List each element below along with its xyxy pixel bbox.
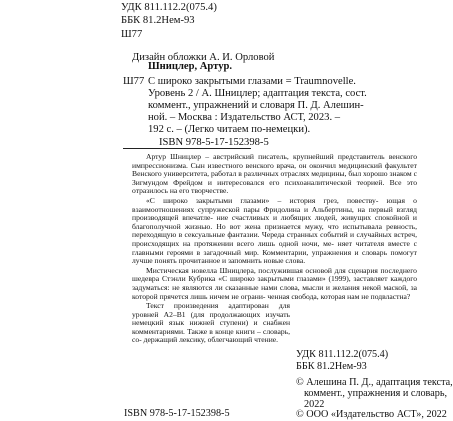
udk-code: УДК 811.112.2(075.4): [121, 2, 217, 13]
annotation-paragraph: [132, 197, 417, 266]
annotation-line: ние счастливых и любящих людей, живущих спокойной и: [216, 213, 417, 223]
copyright-line: 2022: [304, 399, 325, 410]
annotation-paragraph: [132, 302, 290, 345]
copyright-line: © ООО «Издательство АСТ», 2022: [296, 409, 447, 420]
annotation-line: фантазии. Череда странных событий и случайных встреч,: [227, 230, 417, 240]
annotation-line: закрытыми глазами» (1999), заставляет каждого задуматься:: [132, 274, 417, 292]
annotation-line: ченная свобода, которая нам не подвластна?: [267, 291, 411, 301]
annotation-line: испытывала ревность, переходящую в сексуальные: [132, 221, 418, 240]
copyright-line: © Алешина П. Д., адаптация текста,: [296, 377, 453, 388]
annotation-line: представитель венского импрессионизма. Сын известного: [132, 152, 417, 170]
author-mark: Ш77: [121, 29, 143, 40]
annotation-paragraph: [132, 153, 417, 196]
annotation-line: университета, работал в различных отраслях медицины, был: [163, 169, 364, 179]
bbk-code-bottom: ББК 81.2Нем-93: [296, 361, 367, 372]
annotation-line: Текст произведения адаптирован для уровней А2–В1: [132, 301, 290, 319]
divider-rule: [123, 148, 251, 149]
annotation-line: для сценария последнего шедевра Стэнли Кубрика «С широко: [132, 265, 417, 284]
annotation-line: «С широко закрытыми глазами» – история грез, повеству-: [146, 195, 387, 205]
catalog-line: Уровень 2 / А. Шницлер; адаптация текста, сост.: [148, 88, 367, 99]
annotation-line: хорошо знаком с Зигмундом Фрейдом и интересовался его: [132, 169, 418, 187]
catalog-author: Шницлер, Артур.: [148, 61, 233, 72]
annotation-line: мир. Комментарии, упражнения и словарь помогут лучше: [132, 247, 417, 266]
catalog-line: 192 с. – (Легко читаем по-немецки).: [148, 124, 311, 135]
annotation-line: некой маской, за которой прячется лишь ничем не ограни-: [132, 282, 417, 301]
catalog-line: коммент., упражнений и словаря П. Д. Алешин-: [148, 100, 364, 111]
annotation-line: венского врача, он окончил медицинский факультет Венского: [132, 160, 417, 179]
annotation-line: творчестве.: [191, 186, 229, 196]
annotation-line: Мистическая новелла Шницлера, послужившая основой: [146, 265, 335, 275]
annotation-line: няет читателя вместе с главными героями в загадочный: [132, 238, 417, 257]
catalog-line: ной. – Москва : Издательство АСТ, 2023. –: [148, 112, 341, 123]
cover-design-credit: Дизайн обложки А. И. Орловой: [132, 52, 275, 63]
annotation-column: [132, 153, 417, 403]
annotation-paragraph: [132, 267, 417, 301]
catalog-isbn: ISBN 978-5-17-152398-5: [159, 137, 269, 148]
catalog-line: С широко закрытыми глазами = Traumnovelle.: [148, 76, 356, 87]
annotation-line: психоаналитической теорией. Все это отразилось на его: [132, 177, 417, 196]
udk-code-bottom: УДК 811.112.2(075.4): [296, 349, 389, 360]
catalog-author-mark: Ш77: [123, 76, 145, 87]
annotation-line: (для продолжающих изучать немецкий язык нижней ступени): [132, 309, 290, 328]
copyright-line: коммент., упражнения и словарь,: [304, 388, 448, 399]
annotation-line: благополучной жизнью. Но вот жена признается мужу, что: [132, 221, 343, 231]
annotation-line: происходящих на протяжении всего лишь одной ночи, ме-: [132, 238, 338, 248]
isbn-bottom: ISBN 978-5-17-152398-5: [124, 408, 230, 419]
annotation-line: держащий лексику, облегчающий чтение.: [143, 335, 279, 345]
annotation-line: и Альбертины, на первый взгляд производящей впечатле-: [132, 204, 417, 223]
annotation-line: понять прочитанное и запомнить новые слова.: [154, 256, 306, 266]
annotation-line: Артур Шницлер – австрийский писатель, крупнейший: [146, 152, 338, 161]
annotation-line: не являются ли сказанные нами слова, мысли и желания: [172, 282, 363, 292]
annotation-line: и снабжен комментариями. Также в конце книги – словарь, со-: [132, 318, 291, 345]
annotation-line: ющая о взаимоотношениях супружеской пары Фридолина: [132, 195, 417, 214]
bbk-code: ББК 81.2Нем-93: [121, 15, 195, 26]
